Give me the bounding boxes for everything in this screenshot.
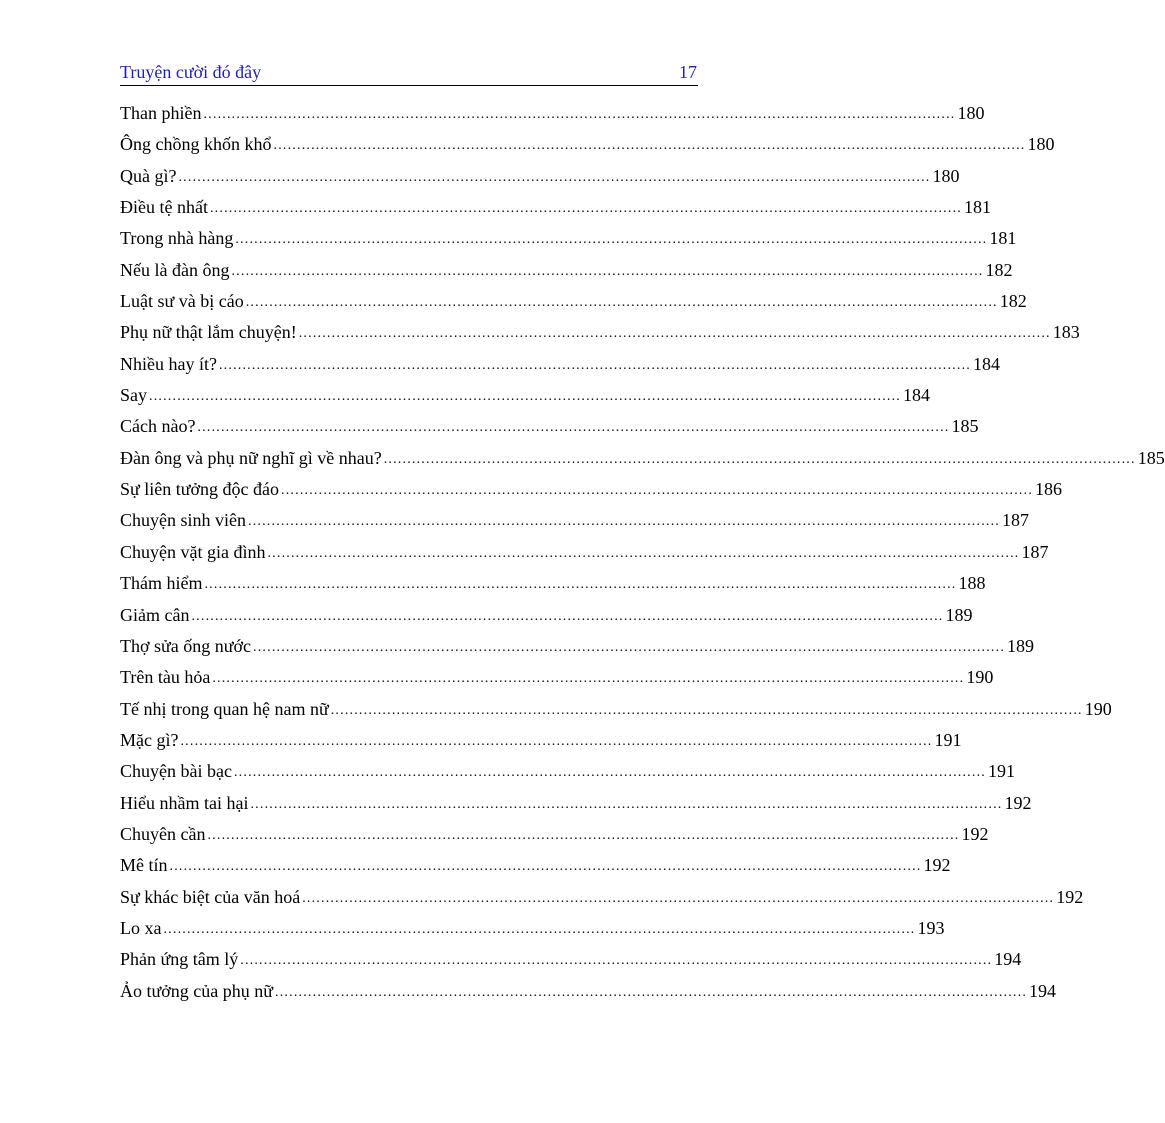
toc-entry[interactable] <box>120 443 1165 474</box>
toc-entry-page: 194 <box>994 949 1022 970</box>
dot-leader: ................................................................................................................................................................ <box>248 514 1000 530</box>
dot-leader: ................................................................................................................................................................ <box>330 702 1083 718</box>
toc-entry-title: Chuyện vặt gia đình <box>120 541 266 562</box>
toc-entry-title: Giảm cân <box>120 604 190 625</box>
toc-entry[interactable] <box>120 317 1080 348</box>
toc-entry[interactable] <box>120 192 991 223</box>
dot-leader: ................................................................................................................................................................ <box>204 577 957 593</box>
toc-entry-page: 185 <box>1137 447 1165 468</box>
dot-leader: ................................................................................................................................................................ <box>235 232 988 248</box>
toc-entry-page: 186 <box>1035 479 1063 500</box>
toc-entry-page: 185 <box>951 416 979 437</box>
toc-entry[interactable] <box>120 286 1027 317</box>
toc-entry[interactable] <box>120 537 1049 568</box>
toc-entry-title: Mặc gì? <box>120 729 179 750</box>
toc-entry-page: 182 <box>985 259 1013 280</box>
header-page-number: 17 <box>679 62 697 82</box>
toc-entry[interactable] <box>120 474 1063 505</box>
toc-entry-title: Tế nhị trong quan hệ nam nữ <box>120 698 329 719</box>
running-header <box>120 61 698 86</box>
dot-leader: ................................................................................................................................................................ <box>218 357 971 373</box>
dot-leader: ................................................................................................................................................................ <box>253 639 1006 655</box>
toc-entry-title: Trong nhà hàng <box>120 228 234 249</box>
dot-leader: ................................................................................................................................................................ <box>169 859 922 875</box>
dot-leader: ................................................................................................................................................................ <box>203 107 956 122</box>
toc-entry[interactable] <box>120 976 1057 1007</box>
toc-entry[interactable] <box>120 223 1017 254</box>
toc-entry-title: Quà gì? <box>120 165 177 186</box>
toc-entry[interactable] <box>120 129 1055 160</box>
toc-entry-title: Sự liên tưởng độc đáo <box>120 479 280 500</box>
toc-entry-title: Ảo tưởng của phụ nữ <box>120 980 274 1001</box>
toc-entry-title: Chuyện sinh viên <box>120 510 246 531</box>
dot-leader: ................................................................................................................................................................ <box>207 827 960 843</box>
toc-entry[interactable] <box>120 600 973 631</box>
dot-leader: ................................................................................................................................................................ <box>163 921 916 937</box>
toc-entry-title: Thợ sửa ống nước <box>120 635 252 656</box>
dot-leader: ................................................................................................................................................................ <box>250 796 1003 812</box>
toc-entry-page: 193 <box>917 917 945 938</box>
toc-entry-page: 190 <box>966 667 994 688</box>
toc-entry-title: Chuyện bài bạc <box>120 761 232 782</box>
toc-entry-page: 191 <box>987 761 1015 782</box>
toc-entry-page: 184 <box>903 385 930 406</box>
dot-leader: ................................................................................................................................................................ <box>233 765 986 781</box>
dot-leader: ................................................................................................................................................................ <box>231 263 984 279</box>
toc-entry[interactable] <box>120 255 1013 286</box>
toc-entry[interactable] <box>120 725 962 756</box>
toc-entry[interactable] <box>120 568 986 599</box>
dot-leader: ................................................................................................................................................................ <box>191 608 944 624</box>
toc-entry-page: 192 <box>961 823 989 844</box>
table-of-contents <box>120 98 1165 1007</box>
toc-entry-page: 190 <box>1084 698 1112 719</box>
toc-entry[interactable] <box>120 662 994 693</box>
toc-entry-title: Nhiều hay ít? <box>120 353 217 374</box>
toc-entry-title: Sự khác biệt của văn hoá <box>120 886 301 907</box>
toc-entry-page: 187 <box>1021 541 1049 562</box>
toc-entry-title: Phụ nữ thật lắm chuyện! <box>120 322 297 343</box>
dot-leader: ................................................................................................................................................................ <box>209 201 962 217</box>
header-title: Truyện cười đó đây <box>120 62 262 82</box>
toc-entry[interactable] <box>120 913 945 944</box>
dot-leader: ................................................................................................................................................................ <box>240 953 993 969</box>
dot-leader: ................................................................................................................................................................ <box>245 295 998 311</box>
toc-entry-title: Đàn ông và phụ nữ nghĩ gì về nhau? <box>120 447 382 468</box>
dot-leader: ................................................................................................................................................................ <box>302 890 1055 906</box>
toc-entry-page: 180 <box>1027 134 1055 155</box>
toc-entry[interactable] <box>120 161 960 192</box>
toc-entry[interactable] <box>120 631 1035 662</box>
toc-entry-title: Trên tàu hỏa <box>120 667 211 688</box>
toc-entry[interactable] <box>120 694 1112 725</box>
toc-entry-page: 181 <box>963 197 991 218</box>
toc-entry[interactable] <box>120 882 1084 913</box>
toc-entry-title: Hiểu nhầm tai hại <box>120 792 249 813</box>
toc-entry[interactable] <box>120 349 1000 380</box>
toc-entry[interactable] <box>120 98 985 129</box>
toc-entry-page: 192 <box>1056 886 1084 907</box>
dot-leader: ................................................................................................................................................................ <box>212 671 965 687</box>
toc-entry-page: 187 <box>1002 510 1029 531</box>
toc-entry-title: Thám hiểm <box>120 573 203 594</box>
toc-entry-page: 180 <box>932 165 960 186</box>
toc-entry-title: Nếu là đàn ông <box>120 259 230 280</box>
toc-entry[interactable] <box>120 411 979 442</box>
toc-entry[interactable] <box>120 788 1032 819</box>
toc-entry[interactable] <box>120 380 930 411</box>
toc-entry[interactable] <box>120 505 1029 536</box>
toc-entry-page: 194 <box>1029 980 1057 1001</box>
toc-entry-page: 189 <box>1007 635 1035 656</box>
toc-entry-page: 183 <box>1052 322 1080 343</box>
toc-entry-page: 191 <box>934 729 962 750</box>
dot-leader: ................................................................................................................................................................ <box>178 169 931 185</box>
toc-entry[interactable] <box>120 756 1015 787</box>
toc-entry-page: 184 <box>972 353 1000 374</box>
dot-leader: ................................................................................................................................................................ <box>149 389 901 405</box>
toc-entry-page: 180 <box>957 103 985 123</box>
toc-entry[interactable] <box>120 819 989 850</box>
dot-leader: ................................................................................................................................................................ <box>267 545 1020 561</box>
toc-entry-page: 181 <box>989 228 1017 249</box>
dot-leader: ................................................................................................................................................................ <box>383 451 1136 467</box>
toc-entry-title: Luật sư và bị cáo <box>120 291 244 312</box>
toc-entry-title: Chuyên cần <box>120 823 206 844</box>
toc-entry-title: Than phiền <box>120 103 202 123</box>
toc-entry-title: Cách nào? <box>120 416 196 437</box>
toc-entry-title: Phản ứng tâm lý <box>120 949 239 970</box>
toc-entry-title: Lo xa <box>120 917 162 938</box>
dot-leader: ................................................................................................................................................................ <box>298 326 1051 342</box>
dot-leader: ................................................................................................................................................................ <box>281 483 1034 499</box>
toc-entry-page: 189 <box>945 604 973 625</box>
dot-leader: ................................................................................................................................................................ <box>275 984 1028 1000</box>
toc-entry-page: 188 <box>958 573 986 594</box>
toc-entry[interactable] <box>120 850 951 881</box>
toc-entry-title: Ông chồng khốn khổ <box>120 134 272 155</box>
toc-entry-title: Say <box>120 385 147 406</box>
dot-leader: ................................................................................................................................................................ <box>273 138 1026 154</box>
toc-entry[interactable] <box>120 944 1022 975</box>
dot-leader: ................................................................................................................................................................ <box>197 420 950 436</box>
toc-entry-page: 192 <box>923 855 951 876</box>
dot-leader: ................................................................................................................................................................ <box>180 733 933 749</box>
toc-entry-title: Điều tệ nhất <box>120 197 208 218</box>
toc-entry-page: 192 <box>1004 792 1032 813</box>
toc-entry-page: 182 <box>999 291 1027 312</box>
toc-entry-title: Mê tín <box>120 855 168 876</box>
